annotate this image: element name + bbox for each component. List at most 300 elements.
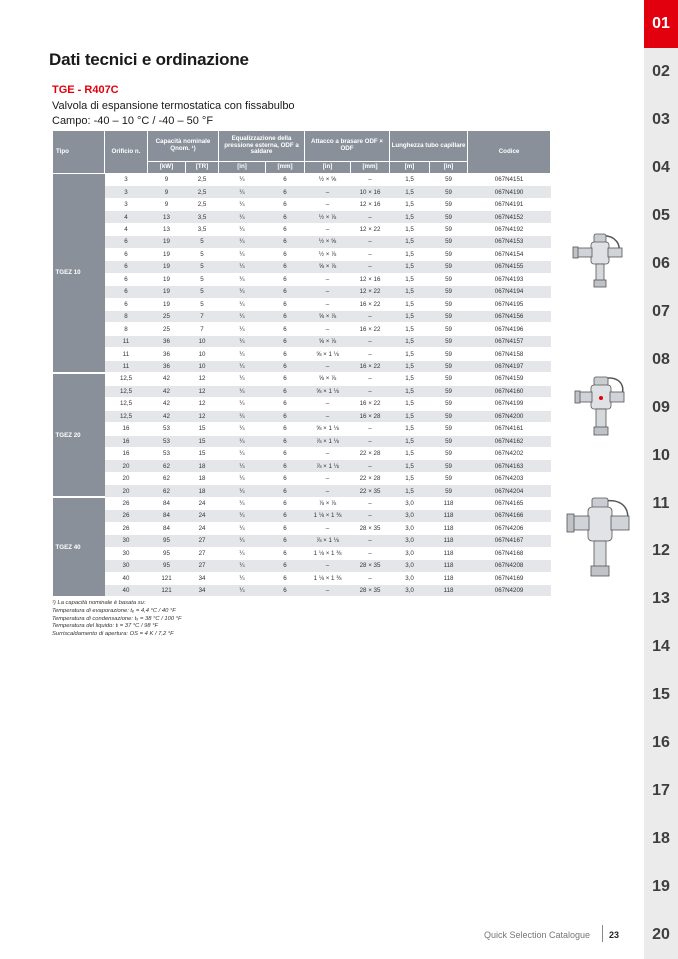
footnote-line: Temperatura di condensazione: tₓ = 38 °C / 100 °F: [52, 615, 182, 622]
table-row: [53, 547, 551, 559]
table-cell: 10 × 16: [351, 186, 390, 198]
table-cell: 53: [148, 423, 186, 435]
table-cell: 067N4195: [468, 298, 551, 310]
table-cell: 6: [266, 572, 305, 584]
table-cell: –: [305, 286, 351, 298]
chapter-tab-08[interactable]: 08: [652, 350, 670, 368]
table-cell: 11: [105, 360, 148, 372]
table-cell: 3,0: [390, 535, 430, 547]
table-cell: –: [351, 423, 390, 435]
table-cell: 53: [148, 447, 186, 459]
table-cell: 27: [186, 535, 219, 547]
table-cell: 1,5: [390, 435, 430, 447]
table-cell: ¼: [219, 261, 266, 273]
table-cell: ¼: [219, 273, 266, 285]
table-cell: 067N4153: [468, 236, 551, 248]
table-cell: ⅝ × 1 ⅛: [305, 423, 351, 435]
table-row: [53, 560, 551, 572]
table-cell: ¼: [219, 535, 266, 547]
table-cell: ¼: [219, 174, 266, 186]
table-cell: 8: [105, 310, 148, 322]
table-cell: 19: [148, 236, 186, 248]
table-cell: 12,5: [105, 398, 148, 410]
table-cell: –: [351, 460, 390, 472]
table-cell: 59: [430, 373, 468, 385]
table-cell: ¼: [219, 348, 266, 360]
table-cell: 067N4165: [468, 497, 551, 509]
page-number: 23: [609, 930, 620, 940]
unit-att-mm: [mm]: [351, 162, 390, 174]
table-cell: 067N4158: [468, 348, 551, 360]
table-cell: –: [305, 223, 351, 235]
table-cell: 1,5: [390, 348, 430, 360]
table-cell: 11: [105, 348, 148, 360]
table-cell: 40: [105, 584, 148, 596]
unit-len-in: [in]: [430, 162, 468, 174]
table-cell: 59: [430, 211, 468, 223]
table-cell: 12: [186, 410, 219, 422]
table-cell: 16 × 22: [351, 398, 390, 410]
table-cell: 59: [430, 447, 468, 459]
table-cell: 59: [430, 323, 468, 335]
table-cell: 62: [148, 485, 186, 497]
table-cell: 53: [148, 435, 186, 447]
table-cell: –: [305, 522, 351, 534]
table-cell: 19: [148, 298, 186, 310]
table-cell: 067N4169: [468, 572, 551, 584]
table-row: [53, 510, 551, 522]
table-cell: 067N4160: [468, 385, 551, 397]
table-cell: –: [305, 273, 351, 285]
chapter-sidebar: [644, 0, 678, 959]
table-cell: 6: [266, 273, 305, 285]
table-cell: 6: [266, 298, 305, 310]
table-cell: ¼: [219, 186, 266, 198]
table-cell: –: [351, 348, 390, 360]
table-cell: 6: [266, 310, 305, 322]
table-cell: 30: [105, 547, 148, 559]
table-cell: –: [351, 236, 390, 248]
table-cell: 30: [105, 535, 148, 547]
table-cell: 1,5: [390, 186, 430, 198]
table-cell: 6: [266, 261, 305, 273]
footnote-line: Surriscaldamento di apertura: OS = 4 K / 7,2 °F: [52, 631, 174, 638]
table-cell: 12: [186, 398, 219, 410]
table-cell: 8: [105, 323, 148, 335]
table-cell: 62: [148, 460, 186, 472]
table-cell: 067N4200: [468, 410, 551, 422]
table-cell: 16 × 22: [351, 323, 390, 335]
unit-len-m: [m]: [390, 162, 430, 174]
table-cell: 59: [430, 460, 468, 472]
table-row: [53, 423, 551, 435]
table-cell: 067N4204: [468, 485, 551, 497]
table-cell: 067N4208: [468, 560, 551, 572]
table-cell: 12 × 16: [351, 198, 390, 210]
table-cell: 5: [186, 273, 219, 285]
chapter-tab-02[interactable]: 02: [652, 62, 670, 80]
table-cell: 12 × 16: [351, 273, 390, 285]
table-cell: 6: [105, 261, 148, 273]
table-cell: 59: [430, 261, 468, 273]
table-cell: 067N4202: [468, 447, 551, 459]
table-row: [53, 335, 551, 347]
table-row: [53, 410, 551, 422]
table-cell: 1,5: [390, 447, 430, 459]
unit-tr: [TR]: [186, 162, 219, 174]
table-cell: 6: [266, 335, 305, 347]
table-cell: 42: [148, 398, 186, 410]
table-cell: 067N4194: [468, 286, 551, 298]
chapter-tab-06[interactable]: 06: [652, 254, 670, 272]
table-row: [53, 360, 551, 372]
table-cell: 84: [148, 522, 186, 534]
table-cell: 1,5: [390, 485, 430, 497]
table-cell: ¼: [219, 460, 266, 472]
table-row: [53, 398, 551, 410]
table-cell: –: [351, 572, 390, 584]
table-cell: 067N4209: [468, 584, 551, 596]
table-cell: ¼: [219, 560, 266, 572]
table-cell: 067N4191: [468, 198, 551, 210]
table-row: [53, 174, 551, 186]
table-cell: 59: [430, 198, 468, 210]
table-cell: 59: [430, 385, 468, 397]
table-cell: 19: [148, 261, 186, 273]
table-cell: 59: [430, 485, 468, 497]
table-cell: 3,5: [186, 223, 219, 235]
table-cell: 26: [105, 522, 148, 534]
table-cell: 6: [266, 460, 305, 472]
table-cell: 6: [266, 286, 305, 298]
table-cell: 067N4151: [468, 174, 551, 186]
table-cell: 6: [266, 535, 305, 547]
table-cell: 6: [266, 186, 305, 198]
table-cell: 26: [105, 497, 148, 509]
table-cell: 118: [430, 510, 468, 522]
table-cell: 9: [148, 186, 186, 198]
table-cell: 3,0: [390, 572, 430, 584]
table-cell: ¼: [219, 510, 266, 522]
table-cell: ⅝ × ⅞: [305, 310, 351, 322]
table-cell: 6: [266, 211, 305, 223]
table-cell: ⅝ × 1 ⅛: [305, 385, 351, 397]
table-cell: –: [305, 186, 351, 198]
table-cell: 118: [430, 535, 468, 547]
table-cell: –: [351, 335, 390, 347]
table-cell: –: [305, 447, 351, 459]
table-cell: 5: [186, 286, 219, 298]
table-cell: ⅞ × 1 ⅛: [305, 435, 351, 447]
table-cell: ½ × ⅝: [305, 174, 351, 186]
table-cell: 13: [148, 211, 186, 223]
table-cell: 1,5: [390, 310, 430, 322]
table-cell: 118: [430, 572, 468, 584]
table-cell: 36: [148, 335, 186, 347]
table-cell: 84: [148, 497, 186, 509]
table-cell: 5: [186, 248, 219, 260]
chapter-tab-20[interactable]: 20: [652, 926, 670, 944]
table-row: [53, 198, 551, 210]
chapter-tab-04[interactable]: 04: [652, 158, 670, 176]
table-cell: 5: [186, 261, 219, 273]
table-cell: 067N4159: [468, 373, 551, 385]
chapter-tab-09[interactable]: 09: [652, 398, 670, 416]
table-cell: –: [351, 310, 390, 322]
table-cell: 6: [266, 385, 305, 397]
table-cell: 13: [148, 223, 186, 235]
table-cell: 59: [430, 174, 468, 186]
table-cell: 4: [105, 223, 148, 235]
table-row: [53, 497, 551, 509]
table-cell: 6: [266, 447, 305, 459]
table-row: [53, 310, 551, 322]
table-cell: –: [351, 261, 390, 273]
valve-tgez10-icon: [572, 232, 628, 292]
table-cell: 6: [266, 348, 305, 360]
table-cell: 16 × 22: [351, 298, 390, 310]
chapter-tab-16[interactable]: 16: [652, 734, 670, 752]
unit-kw: [kW]: [148, 162, 186, 174]
table-cell: 15: [186, 447, 219, 459]
table-cell: ⅞ × ⅞: [305, 497, 351, 509]
table-cell: 42: [148, 373, 186, 385]
table-cell: 1 ⅛ × 1 ⅜: [305, 572, 351, 584]
temperature-range: Campo: -40 – 10 °C / -40 – 50 °F: [52, 115, 214, 127]
table-row: [53, 572, 551, 584]
table-cell: 16 × 22: [351, 360, 390, 372]
table-cell: 15: [186, 435, 219, 447]
table-cell: 067N4154: [468, 248, 551, 260]
table-cell: 25: [148, 310, 186, 322]
table-cell: 10: [186, 348, 219, 360]
header-tipo: Tipo: [53, 131, 105, 174]
table-cell: 067N4163: [468, 460, 551, 472]
table-cell: 26: [105, 510, 148, 522]
table-cell: 3: [105, 198, 148, 210]
table-cell: 12,5: [105, 373, 148, 385]
table-cell: –: [305, 472, 351, 484]
table-cell: 121: [148, 584, 186, 596]
table-cell: 9: [148, 198, 186, 210]
chapter-tab-14[interactable]: 14: [652, 638, 670, 656]
table-cell: 6: [266, 584, 305, 596]
table-cell: ⅝ × ⅞: [305, 261, 351, 273]
table-cell: ¼: [219, 435, 266, 447]
table-cell: 3,0: [390, 510, 430, 522]
chapter-tab-17[interactable]: 17: [652, 782, 670, 800]
table-cell: ¼: [219, 584, 266, 596]
chapter-tab-13[interactable]: 13: [652, 590, 670, 608]
chapter-tab-15[interactable]: 15: [652, 686, 670, 704]
table-cell: ½ × ⅝: [305, 236, 351, 248]
valve-tgez40-icon: [566, 496, 636, 580]
table-cell: 1,5: [390, 385, 430, 397]
footer-catalogue-label: Quick Selection Catalogue: [484, 930, 591, 940]
table-cell: 3,0: [390, 497, 430, 509]
table-cell: 11: [105, 335, 148, 347]
table-cell: 59: [430, 348, 468, 360]
table-cell: –: [351, 211, 390, 223]
table-cell: 6: [266, 497, 305, 509]
footnote-line: Temperatura di evaporazione: tₑ = 4,4 °C / 40 °F: [52, 607, 176, 614]
table-cell: ¼: [219, 248, 266, 260]
table-cell: ¼: [219, 398, 266, 410]
table-cell: 24: [186, 497, 219, 509]
table-cell: 6: [105, 273, 148, 285]
table-cell: 1,5: [390, 472, 430, 484]
table-cell: 40: [105, 572, 148, 584]
table-cell: 24: [186, 522, 219, 534]
spec-table-body: [53, 174, 551, 597]
table-cell: 7: [186, 323, 219, 335]
table-cell: 20: [105, 485, 148, 497]
table-cell: 59: [430, 435, 468, 447]
table-cell: ½ × ⅞: [305, 248, 351, 260]
chapter-tab-07[interactable]: 07: [652, 302, 670, 320]
table-cell: ⅝ × 1 ⅛: [305, 348, 351, 360]
table-cell: 067N4192: [468, 223, 551, 235]
table-cell: 1,5: [390, 248, 430, 260]
table-cell: ¼: [219, 497, 266, 509]
table-cell: 067N4203: [468, 472, 551, 484]
table-cell: 067N4197: [468, 360, 551, 372]
table-cell: 28 × 35: [351, 584, 390, 596]
table-cell: ¼: [219, 211, 266, 223]
table-cell: 067N4152: [468, 211, 551, 223]
table-cell: –: [305, 298, 351, 310]
table-cell: ¼: [219, 323, 266, 335]
table-cell: ⅝ × ⅞: [305, 335, 351, 347]
table-cell: 6: [266, 547, 305, 559]
table-cell: 1,5: [390, 373, 430, 385]
table-cell: 121: [148, 572, 186, 584]
table-cell: 27: [186, 547, 219, 559]
table-cell: 30: [105, 560, 148, 572]
table-row: [53, 472, 551, 484]
table-cell: ¼: [219, 447, 266, 459]
table-cell: –: [305, 323, 351, 335]
table-cell: 59: [430, 310, 468, 322]
chapter-tab-01[interactable]: 01: [644, 0, 678, 48]
table-cell: 3,0: [390, 584, 430, 596]
header-lunghezza: Lunghezza tubo capillare: [390, 131, 468, 162]
table-cell: ¼: [219, 198, 266, 210]
table-cell: 1,5: [390, 286, 430, 298]
table-cell: 24: [186, 510, 219, 522]
table-cell: 12 × 22: [351, 286, 390, 298]
table-cell: –: [351, 174, 390, 186]
table-cell: ¼: [219, 485, 266, 497]
table-cell: 6: [266, 410, 305, 422]
table-cell: 1,5: [390, 323, 430, 335]
table-row: [53, 522, 551, 534]
table-cell: 6: [266, 373, 305, 385]
table-cell: 10: [186, 335, 219, 347]
table-cell: ¼: [219, 423, 266, 435]
chapter-tab-18[interactable]: 18: [652, 830, 670, 848]
table-cell: 59: [430, 360, 468, 372]
table-cell: 18: [186, 485, 219, 497]
header-attacco: Attacco a brasare ODF × ODF: [305, 131, 390, 162]
table-row: [53, 373, 551, 385]
table-cell: 16: [105, 447, 148, 459]
table-cell: 59: [430, 236, 468, 248]
page-title: Dati tecnici e ordinazione: [49, 50, 249, 69]
table-cell: 3: [105, 186, 148, 198]
table-cell: 6: [105, 248, 148, 260]
table-row: [53, 447, 551, 459]
table-cell: ⅝ × ⅞: [305, 373, 351, 385]
table-cell: 12: [186, 373, 219, 385]
unit-att-in: [in]: [305, 162, 351, 174]
table-cell: 16 × 28: [351, 410, 390, 422]
table-cell: 22 × 28: [351, 472, 390, 484]
table-cell: –: [305, 398, 351, 410]
table-cell: 6: [266, 398, 305, 410]
table-cell: –: [305, 410, 351, 422]
table-cell: ¼: [219, 373, 266, 385]
type-group-label: TGEZ 10: [53, 174, 105, 373]
table-cell: 15: [186, 423, 219, 435]
table-row: [53, 186, 551, 198]
header-equalizzazione: Equalizzazione della pressione esterna, ODF a saldare: [219, 131, 305, 162]
table-cell: 9: [148, 174, 186, 186]
table-cell: 118: [430, 522, 468, 534]
table-cell: –: [351, 385, 390, 397]
table-cell: 59: [430, 398, 468, 410]
table-row: [53, 385, 551, 397]
table-cell: 067N4155: [468, 261, 551, 273]
chapter-tab-05[interactable]: 05: [652, 206, 670, 224]
table-cell: 59: [430, 286, 468, 298]
table-cell: 95: [148, 535, 186, 547]
table-cell: –: [305, 485, 351, 497]
table-cell: 42: [148, 385, 186, 397]
table-cell: 067N4162: [468, 435, 551, 447]
chapter-tab-11[interactable]: 11: [652, 494, 670, 512]
table-cell: 59: [430, 298, 468, 310]
table-cell: 067N4157: [468, 335, 551, 347]
chapter-tab-03[interactable]: 03: [652, 110, 670, 128]
table-cell: 5: [186, 298, 219, 310]
table-cell: 12,5: [105, 385, 148, 397]
table-row: [53, 286, 551, 298]
table-cell: 5: [186, 236, 219, 248]
table-row: [53, 273, 551, 285]
table-cell: 1,5: [390, 174, 430, 186]
table-cell: 59: [430, 410, 468, 422]
table-cell: 7: [186, 310, 219, 322]
table-cell: ¼: [219, 410, 266, 422]
table-row: [53, 261, 551, 273]
table-cell: –: [351, 535, 390, 547]
table-cell: 1,5: [390, 211, 430, 223]
chapter-tab-19[interactable]: 19: [652, 878, 670, 896]
table-cell: ¼: [219, 472, 266, 484]
valve-tgez20-icon: [574, 374, 630, 438]
chapter-tab-10[interactable]: 10: [652, 446, 670, 464]
table-cell: 6: [266, 560, 305, 572]
chapter-tab-12[interactable]: 12: [652, 542, 670, 560]
table-cell: 6: [266, 198, 305, 210]
table-cell: 1,5: [390, 460, 430, 472]
table-cell: ¼: [219, 572, 266, 584]
table-row: [53, 584, 551, 596]
table-row: [53, 485, 551, 497]
table-cell: 6: [105, 236, 148, 248]
table-cell: 067N4167: [468, 535, 551, 547]
